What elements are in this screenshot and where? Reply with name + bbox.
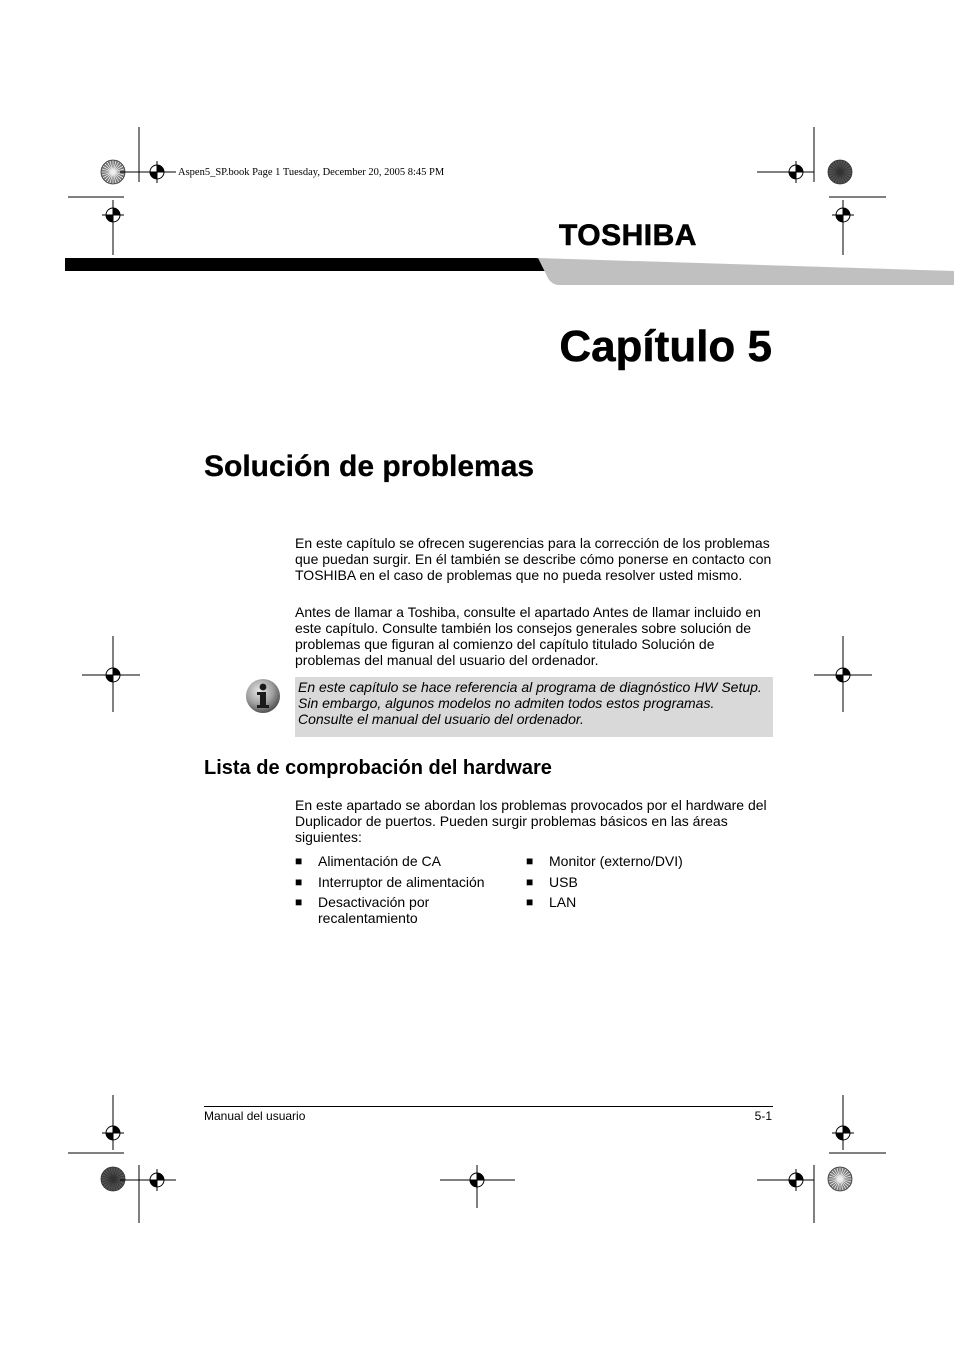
footer-title: Manual del usuario — [204, 1109, 306, 1123]
note-text: En este capítulo se hace referencia al programa de diagnóstico HW Setup. Sin embargo, algunos modelos no admiten todos estos programas. Consulte el manual del usuario del ordenador. — [298, 679, 762, 727]
bullet-square-icon: ■ — [526, 854, 534, 868]
hardware-intro: En este apartado se abordan los problemas provocados por el hardware del Duplicador de puertos. Pueden surgir problemas básicos en las áreas siguientes: — [295, 797, 767, 845]
bullet-square-icon: ■ — [526, 875, 534, 889]
file-info: Aspen5_SP.book Page 1 Tuesday, December 20, 2005 8:45 PM — [178, 167, 445, 178]
bullet-square-icon: ■ — [526, 895, 534, 909]
hardware-checklist-title: Lista de comprobación del hardware — [204, 757, 552, 779]
intro-paragraph-2: Antes de llamar a Toshiba, consulte el apartado Antes de llamar incluido en este capítulo. Consulte también los consejos generales sobre solución de problemas que figuran al comienzo del capítulo titulado Solución de problemas del manual del usuario del ordenador. — [295, 604, 761, 668]
footer-rule — [204, 1106, 773, 1107]
section-title: Solución de problemas — [204, 450, 535, 483]
page-number: 5-1 — [754, 1109, 772, 1123]
header-black-bar — [65, 258, 556, 271]
info-icon — [245, 678, 281, 719]
header-grey-band-cover — [547, 271, 954, 285]
bullet-square-icon: ■ — [295, 895, 303, 909]
bullet-square-icon: ■ — [295, 875, 303, 889]
chapter-title: Capítulo 5 — [559, 322, 772, 371]
intro-paragraph-1: En este capítulo se ofrecen sugerencias para la corrección de los problemas que puedan surgir. En él también se describe cómo ponerse en contacto con TOSHIBA en el caso de problemas que no pueda resolver usted mismo. — [295, 535, 772, 583]
note-box — [295, 677, 773, 737]
bullet-square-icon: ■ — [295, 854, 303, 868]
registration-starburst-icon — [101, 1167, 125, 1191]
toshiba-logo: TOSHIBA — [559, 219, 697, 252]
registration-starburst-icon — [828, 160, 852, 184]
registration-starburst-icon — [828, 1167, 852, 1191]
